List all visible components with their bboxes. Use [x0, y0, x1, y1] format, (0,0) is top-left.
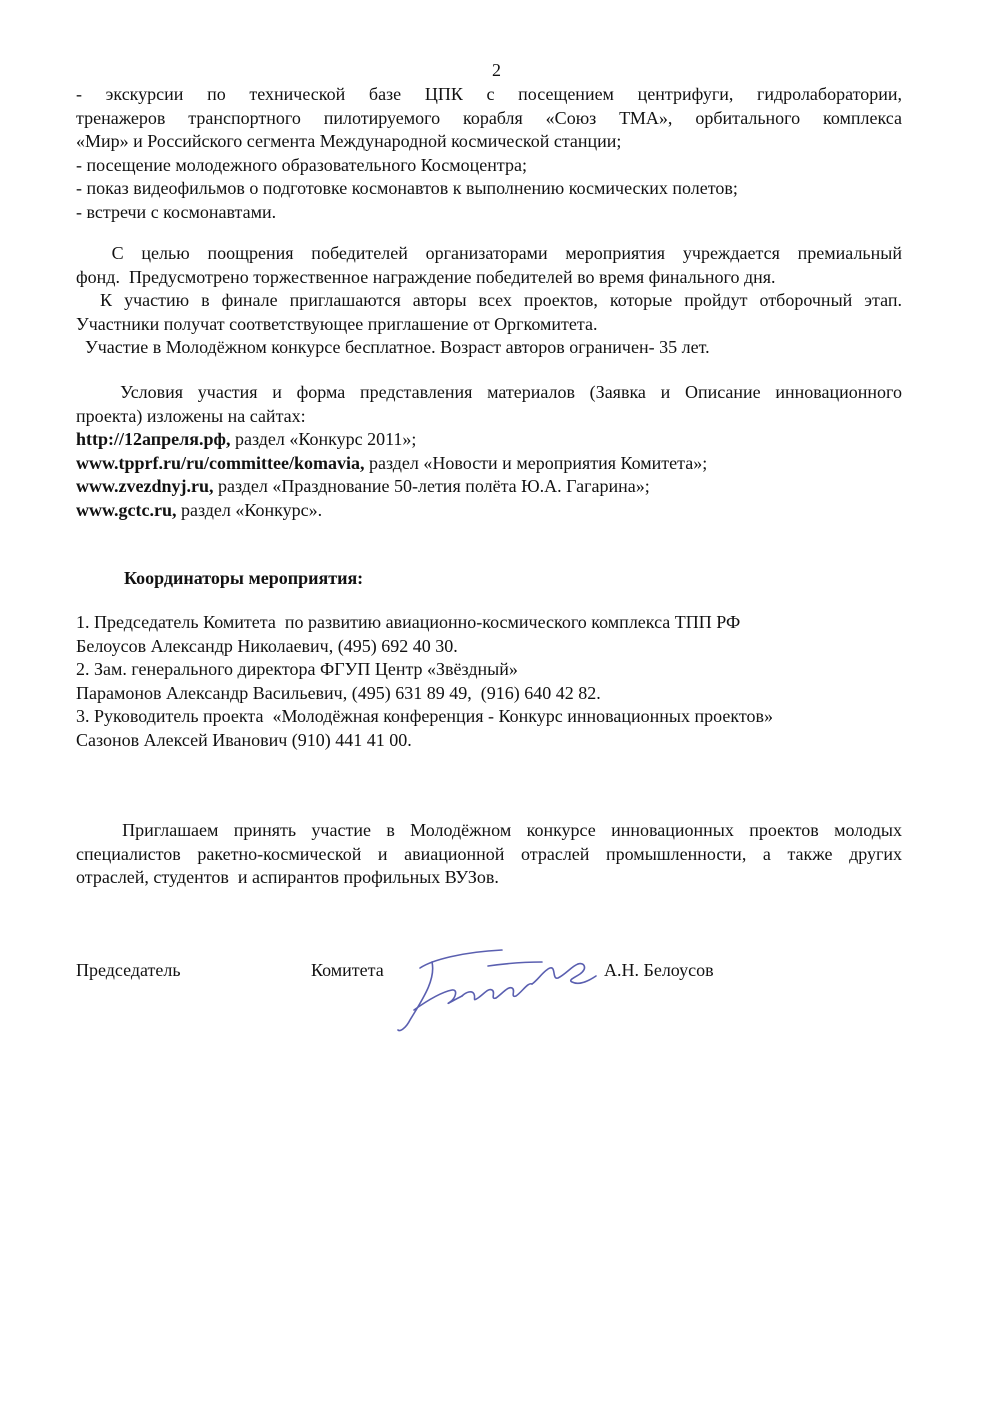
text-line: - посещение молодежного образовательного Космоцентра; [76, 154, 527, 175]
coordinators-heading: Координаторы мероприятия: [124, 568, 364, 588]
signatory-name: А.Н. Белоусов [604, 960, 714, 980]
text-line: Участники получат соответствующее приглашение от Оргкомитета. [76, 313, 598, 334]
text-line: - экскурсии по технической базе ЦПК с посещением центрифуги, гидролаборатории, [76, 84, 902, 104]
text-line: К участию в финале приглашаются авторы всех проектов, которые пройдут отборочный этап. [76, 290, 902, 310]
text-line: 2. Зам. генерального директора ФГУП Центр «Звёздный» [76, 659, 518, 679]
conditions-paragraph [76, 381, 902, 428]
signatory-committee: Комитета [311, 960, 384, 980]
site-link[interactable]: http://12апреля.рф, [76, 429, 231, 449]
site-description: раздел «Конкурс». [176, 499, 323, 520]
text-line: - встречи с космонавтами. [76, 201, 277, 222]
site-item [76, 499, 902, 523]
excursions-list [76, 83, 902, 224]
site-description: раздел «Конкурс 2011»; [230, 429, 417, 449]
text-line: Сазонов Алексей Иванович (910) 441 41 00. [76, 729, 412, 750]
text-line: тренажеров транспортного пилотируемого корабля «Союз ТМА», орбитального комплекса [76, 107, 902, 128]
text-line: отраслей, студентов и аспирантов профильных ВУЗов. [76, 867, 499, 887]
text-line: Условия участия и форма представления материалов (Заявка и Описание инновационного [76, 382, 902, 402]
prize-paragraph [76, 242, 902, 360]
site-description: раздел «Празднование 50-летия полёта Ю.А. Гагарина»; [213, 476, 650, 496]
text-line: 1. Председатель Комитета по развитию авиационно-космического комплекса ТПП РФ [76, 612, 741, 632]
site-link[interactable]: www.tpprf.ru/ru/committee/komavia, [76, 452, 365, 473]
site-item [76, 475, 902, 499]
signatory-title: Председатель [76, 960, 181, 980]
site-description: раздел «Новости и мероприятия Комитета»; [364, 452, 708, 473]
text-line: С целью поощрения победителей организаторами мероприятия учреждается премиальный [76, 243, 902, 263]
site-link[interactable]: www.gctc.ru, [76, 499, 177, 520]
text-line: - показ видеофильмов о подготовке космонавтов к выполнению космических полетов; [76, 178, 738, 198]
coordinators-list [76, 611, 902, 752]
text-line: Участие в Молодёжном конкурсе бесплатное. Возраст авторов ограничен- 35 лет. [76, 337, 710, 357]
site-item [76, 428, 902, 452]
text-line: Белоусов Александр Николаевич, (495) 692 40 30. [76, 635, 458, 656]
text-line: Приглашаем принять участие в Молодёжном конкурсе инновационных проектов молодых [76, 820, 902, 840]
handwritten-signature [392, 940, 604, 1040]
site-item [76, 452, 902, 476]
page-number: 2 [492, 60, 501, 80]
text-line: «Мир» и Российского сегмента Международной космической станции; [76, 131, 622, 151]
site-link[interactable]: www.zvezdnyj.ru, [76, 476, 214, 496]
sites-list [76, 428, 902, 522]
text-line: 3. Руководитель проекта «Молодёжная конференция - Конкурс инновационных проектов» [76, 706, 773, 726]
text-line: Парамонов Александр Васильевич, (495) 631 89 49, (916) 640 42 82. [76, 682, 601, 703]
text-line: проекта) изложены на сайтах: [76, 405, 306, 426]
text-line: специалистов ракетно-космической и авиационной отраслей промышленности, а также других [76, 843, 902, 864]
invitation-paragraph [76, 819, 902, 890]
text-line: фонд. Предусмотрено торжественное награждение победителей во время финального дня. [76, 266, 776, 287]
